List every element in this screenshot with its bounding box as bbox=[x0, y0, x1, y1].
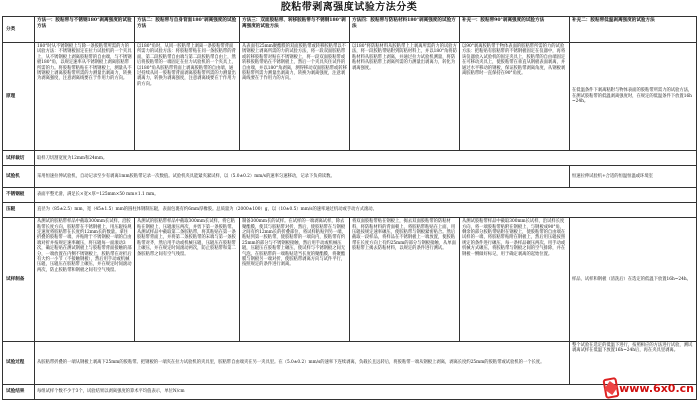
steel-label: 不锈钢板 bbox=[3, 187, 35, 202]
process-row bbox=[3, 341, 697, 384]
result-label: 试验结果 bbox=[3, 384, 35, 399]
methods-table bbox=[2, 16, 697, 400]
principle-supplement-1: 以90°剥离胶粘带于物体表面的胶粘带所需的力的试验方法：把粘贴有胶粘带的不锈钢板固定在仪器中，再将该仪器放入试验机的固定夹具上，胶粘带的自由端固定在可移动夹具上，使胶粘带在垂直从钢板表面剥离，并通过水平移动的钢板，保证胶粘带剥离角度，从钢板剥离胶粘带时一直保持在90°角度。 bbox=[460, 42, 570, 150]
prep-method-3: 制备300mm长的试样。在试样的一端剥离试样，除去聚酯膜，使其与胶粘带对折，然后，使胶粘带在与钢板之间有约12mm长的折叠部位，将试样粘贴到另一端，粘贴到第一胶粘带，使胶粘带的一端向内，胶粘带有约25mm的部分与不锈钢板接触，然后用手动或机械压辊，压辊压在胶粘带上碾压，使试样与不锈钢板之间无气泡。在胶粘带的一端粘贴适当长度的聚酯膜，将聚酯膜与钢板另一端对折，使胶粘带剥离方向与试件平行，按照规定的条件进行剥离。 bbox=[240, 218, 350, 341]
roller-row bbox=[3, 203, 697, 218]
machine-label: 试验机 bbox=[3, 166, 35, 188]
header-method-3: 方法三：双面胶粘带、转移胶粘带与不锈钢180°剥离强度的试验方法 bbox=[240, 17, 350, 43]
prep-label: 试样制备 bbox=[3, 218, 35, 341]
header-supplement-2: 补充二：胶粘带低温剥离强度的试验方法 bbox=[570, 17, 697, 43]
specimen-label: 试样裁切 bbox=[3, 151, 35, 166]
roller-label: 压辊 bbox=[3, 203, 35, 218]
machine-row bbox=[3, 166, 697, 188]
prep-method-2: 从测试的胶粘带样品中截取300mm长试样。将它粘贴在钢板上，压辊滚压两次，并剪下第一条胶粘带。从测试样品中截取第二条胶粘带，将其粘贴在第一条胶粘带背面上，并将第二条胶粘带的末端与第一条胶粘带对齐，然后用手动或机械压辊，压辊压在胶粘带上碾压，并在规定时间滚动两次，防止胶粘带和第二条胶粘带之间有空气残留。 bbox=[135, 218, 240, 341]
header-supplement-1: 补充一：胶粘带90°剥离强度的试验方法 bbox=[460, 17, 570, 43]
header-row bbox=[3, 17, 697, 43]
header-label: 分类 bbox=[3, 17, 35, 43]
result-text: 每组试样个数不少于3个，试验结果以剥离强度的算术平均值表示，单位N/cm bbox=[35, 384, 697, 399]
watermark-text: www.6x0.cn bbox=[619, 381, 694, 395]
steel-text: 表面平整光滑，满足长×宽×厚=125mm×50 mm×1.1 mm。 bbox=[35, 187, 697, 202]
prep-row bbox=[3, 218, 697, 341]
principle-method-4: 以180°将防粘材料从胶粘带上上剥离所需的力的试验方法，将一段胶粘带贴附到防粘材料上，并以180°角将防粘材料从胶粘带上剥离，并通过拉力试验机测量，将防粘材料从胶粘带上剥离所需的力测量出剥离力，转化为剥离强度。 bbox=[350, 42, 460, 150]
principle-method-2: 以180°角时，从同一胶粘带上剥离一条胶粘带背面所需力的试验方法：将胶粘带贴在同一条胶粘带的背面，第二段胶粘带自由端与第二段胶粘带自由上，然后将胶粘带的一端固定在拉力试验机的一个夹具上，以180°角从胶粘带背面上剥离胶粘带的自由端，通过持续从同一胶粘带背面剥离胶粘带所需的力测量出剥离力，转换为剥离强度，注意剥离线要在于作用力的方向。 bbox=[135, 42, 240, 150]
principle-row bbox=[3, 42, 697, 150]
header-method-2: 方法二：胶粘带与自身背面180°剥离强度的试验方法 bbox=[135, 17, 240, 43]
principle-method-3: 从表面有25mm聚酯膜的双面胶粘带或转移胶粘带以不锈钢板上剥离所需的力的试验方法，将一段双面胶粘带或转移胶粘带对贴在不锈钢板上，将一段双面胶粘带或转移胶粘带贴在不锈钢板上，然后一个夹具夹住试件的自由端，并以180°角剥离，测得移动双面胶粘带或转移胶粘带所需力测量出剥离力，转换为剥离强度，注意剥离线要在于作用力的方向。 bbox=[240, 42, 350, 150]
prep-method-1: 从测试的胶粘带样品中截取300mm长试样。沿胶粘带长度方向，胶粘带在不锈钢板上，用压辊按规定速度将胶粘带在长度约12mm长的数量。拿住折叠的胶粘带一端，并贴附于不锈钢板一端的自由端对折并按规定速率碾压，将压辊每一面滚动3次，确定粘贴在测试钢板上与胶粘带背面接触的部分，一端放置在内侧不锈钢板上，胶粘带在对折后有大约一小节（不接触钢板），然后用手动或机械压辊，压辊压在胶粘带上碾压，并在规定时间滚动两次，防止胶粘带和钢板之间有空气残留。 bbox=[35, 218, 135, 341]
prep-supplement-1: 从测试胶粘带样品中截取300mm长试样，沿试样长度方向，将一端胶粘带贴附在钢板上，与钢板成90°角，剩余的部分胶粘带贴附在钢板上，使胶粘带的自由端在试样的一端，将胶粘带贴附在钢板上，然后用压辊按照规定的条件进行碾压，每一条样品碾压两次。用手动或机械方式碾压，将胶粘带与钢板之间的空气排除，并在钢板一侧做好标记，用于确定剥离的起始位置。 bbox=[460, 218, 570, 341]
steel-row bbox=[3, 187, 697, 202]
logo-icon bbox=[602, 377, 619, 399]
roller-text: 直径为（85±2.5）mm，宽（45±1.5）mm的圆柱体钢制压辊，表面包裹有约6mm厚橡胶。总质量为（2000±100）g，以（10±0.5）mm/s的速率通过机动或手动方式滚动。 bbox=[35, 203, 697, 218]
specimen-row bbox=[3, 151, 697, 166]
prep-method-4: 将双面胶粘带贴在钢板上，揭去双面胶粘带的防粘材料，将防粘材料的背面朝上，将胶粘带粘贴在上面，用压辊按规定速率碾压，使胶粘带与钢板紧密贴合。然后截取一段样品，将样品在不锈钢板上一端放置，使胶粘带在长度方向上有约25mm的部分与钢板接触，从单面胶粘带上揭去防粘材料，以规定的条件进行测试。 bbox=[350, 218, 460, 341]
process-extra: 整个试验在选定的低温下进行，按照相应的方法进行试验，测试剥离试样在低温下放置16h~24h后，再在夹具里剥离。 bbox=[570, 341, 697, 384]
page-title: 胶粘带剥离强度试验方法分类 bbox=[280, 2, 418, 13]
header-method-1: 方法一：胶粘带与不锈钢180°剥离强度的试验方法 bbox=[35, 17, 135, 43]
process-label: 试验过程 bbox=[3, 341, 35, 384]
machine-text: 采用恒速拉伸试验机，自动记录至少有剥离1mm胶粘带记录一次数值。试验机夹具能紧夹紧试样，以（5.0±0.2）mm/s的速率匀速移动，记录下负荷读数。 bbox=[35, 166, 570, 188]
process-text: 从胶粘带折叠的一端从钢板上剥离下25mm的胶粘带。把钢板的一端夹在拉力试验机的夹具里，胶粘带自由端夹在另一夹具里。在（5.0±0.2）mm/s的速率下连续剥离，负载长且远转后，将胶粘带一端从钢板上剥离，剥离长度约25mm的胶粘带或试验机的一个长度。 bbox=[35, 341, 570, 384]
principle-label: 原理 bbox=[3, 42, 35, 150]
watermark bbox=[614, 376, 694, 400]
principle-supplement-2: 在低温条件下剥离粘附与物体表面的胶粘带所需力的试验方法，在测试胶粘带的低温剥离强度时，在规定的低温条件下放置16h~24h。 bbox=[570, 42, 697, 150]
principle-method-1: 180°时从不锈钢板上与除一条胶粘带所需的力的试验方法：不锈钢板固定在拉力试验机的一个夹具上，从不锈钢板上剥离胶粘带的自由端，与不锈钢板180°角，以规定速率从不锈钢板上剥离胶粘带所需的力。将胶粘带粘贴在不锈钢板上，测量从不锈钢板上剥离胶粘带所需的力测量出剥离力，转换为剥离强度，注意剥离线要在于作用力的方向。 bbox=[35, 42, 135, 150]
specimen-text: 取样刀切割宽度为12mm和24mm。 bbox=[35, 151, 697, 166]
machine-extra: 恒速拉伸试验机+合适的恒温恒温或环境室 bbox=[570, 166, 697, 188]
prep-supplement-2: 样品、试样和钢板（清洗后）在选定的低温下放置16h~24h。 bbox=[570, 218, 697, 341]
result-row bbox=[3, 384, 697, 399]
header-method-4: 方法四：胶粘带与防粘材料180°剥离强度的试验方法 bbox=[350, 17, 460, 43]
